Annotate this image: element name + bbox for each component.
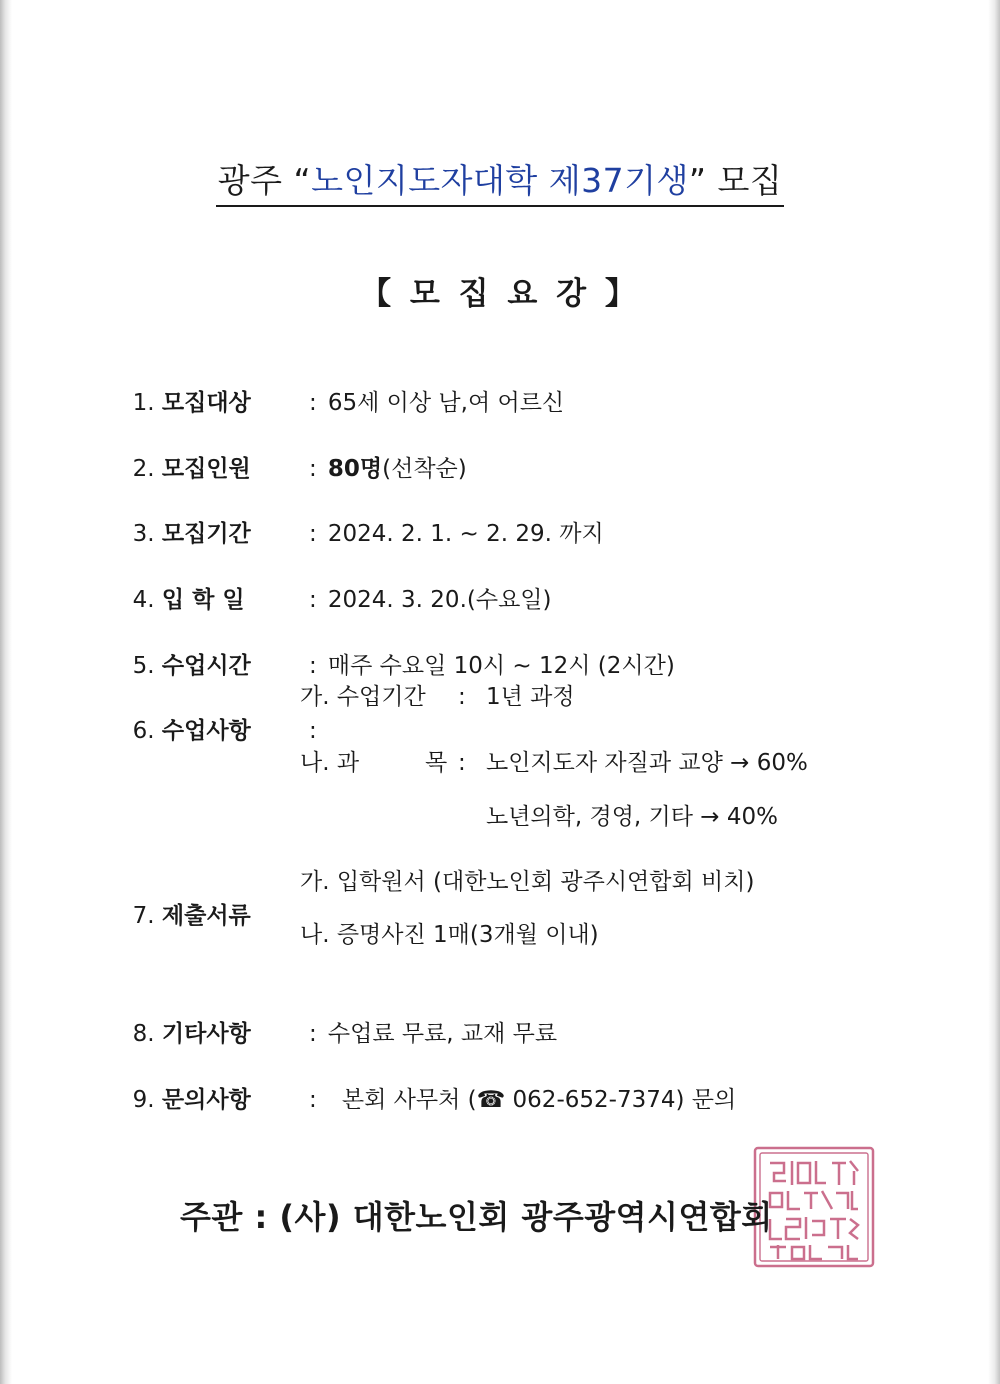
item-colon: : [309,521,317,547]
item-colon: : [309,390,317,416]
item-value-bold: 80명 [327,456,383,482]
item-colon: : [309,456,317,482]
course-subject-colon: : [458,750,466,776]
item-number: 4. [132,587,155,613]
course-duration-colon: : [458,684,466,710]
item-inquiry [118,1049,737,1113]
course-duration-value: 1년 과정 [486,684,575,710]
course-subject-label-1: 나. 과 [300,750,360,776]
item-value: 매주 수요일 10시 ~ 12시 (2시간) [327,653,675,679]
course-duration-label: 가. 수업기간 [300,684,426,710]
item-recruit-count [118,418,467,482]
item-value: 65세 이상 남,여 어르신 [327,390,565,416]
title-prefix: 광주 “ [217,161,312,200]
item-recruit-target [118,352,565,416]
inquiry-prefix: 본회 사무처 ( [341,1087,477,1113]
item-documents [118,865,298,929]
item-label: 제출서류 [161,903,251,929]
course-subject-label-2: 목 [425,750,448,776]
item-number: 2. [132,456,155,482]
page-edge-right [988,0,1000,1384]
item-number: 9. [132,1087,155,1113]
course-subject-value-1: 노인지도자 자질과 교양 → 60% [486,750,808,776]
item-label: 수업사항 [161,718,251,744]
item-colon: : [309,653,317,679]
item-colon: : [309,1021,317,1047]
item-number: 1. [132,390,155,416]
item-colon: : [309,718,317,744]
item-number: 3. [132,521,155,547]
course-subject-value-2: 노년의학, 경영, 기타 → 40% [486,804,779,830]
item-class-time [118,615,675,679]
item-label: 모집기간 [161,521,251,547]
inquiry-phone: 062-652-7374) 문의 [505,1087,737,1113]
item-entrance-date [118,549,552,613]
title-highlight: 노인지도자대학 제37기생 [311,161,689,200]
item-colon: : [309,587,317,613]
title-suffix: ” 모집 [688,161,783,200]
organizer-footer: 주관 : (사) 대한노인회 광주광역시연합회 [180,1198,773,1236]
item-other [118,983,558,1047]
item-class-details [118,680,328,744]
section-heading: 【 모 집 요 강 】 [360,276,640,312]
phone-icon: ☎ [476,1087,506,1113]
item-label: 입 학 일 [161,587,245,613]
item-number: 7. [132,903,155,929]
document-photo: 나. 증명사진 1매(3개월 이내) [300,922,599,948]
item-recruit-period [118,483,604,547]
item-label: 문의사항 [161,1087,251,1113]
page-edge-left [0,0,12,1384]
item-value: 수업료 무료, 교재 무료 [327,1021,558,1047]
page-title [0,155,1000,207]
item-label: 수업시간 [161,653,251,679]
item-label: 기타사항 [161,1021,251,1047]
item-value: 2024. 2. 1. ~ 2. 29. 까지 [327,521,604,547]
item-colon: : [309,1087,317,1113]
item-number: 5. [132,653,155,679]
item-number: 8. [132,1021,155,1047]
item-label: 모집대상 [161,390,251,416]
item-label: 모집인원 [161,456,251,482]
document-application: 가. 입학원서 (대한노인회 광주시연합회 비치) [300,869,755,895]
item-value: 2024. 3. 20.(수요일) [327,587,552,613]
item-number: 6. [132,718,155,744]
item-value: (선착순) [382,456,467,482]
